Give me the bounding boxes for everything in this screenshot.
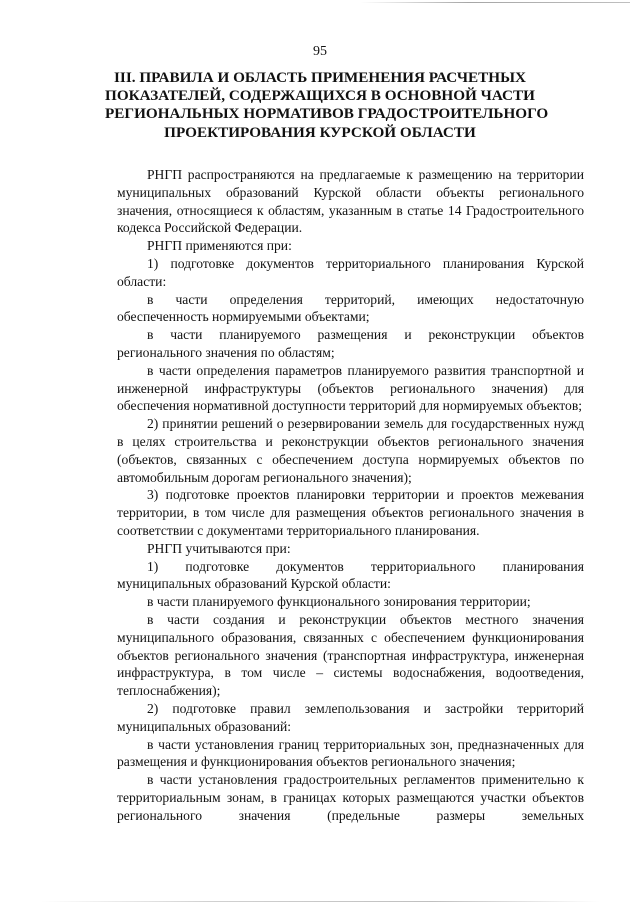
heading-line-4: ПРОЕКТИРОВАНИЯ КУРСКОЙ ОБЛАСТИ xyxy=(164,123,476,141)
paragraph-rngp-considered: РНГП учитываются при: xyxy=(147,540,291,556)
heading-line-1: III. ПРАВИЛА И ОБЛАСТЬ ПРИМЕНЕНИЯ РАСЧЕТНЫХ xyxy=(114,69,526,86)
sub-item-applied-1a: в части определения территорий, имеющих недостаточную обеспеченность нормируемыми объектами; xyxy=(117,291,584,325)
scan-edge-top xyxy=(360,2,630,3)
list-item-considered-2: 2) подготовке правил землепользования и застройки территорий муниципальных образований: xyxy=(117,700,584,734)
scan-edge-bottom xyxy=(40,901,600,902)
list-item-applied-2: 2) принятии решений о резервировании земель для государственных нужд в целях строительства и реконструкции объектов регионального значения (объектов, связанных с обеспечением доступа нормируемых объектов по автомобильным дорогам регионального значения); xyxy=(117,416,584,485)
section-heading xyxy=(105,69,549,142)
list-item-considered-1: 1) подготовке документов территориального планирования муниципальных образований Курской области: xyxy=(117,558,584,592)
heading-line-3: РЕГИОНАЛЬНЫХ НОРМАТИВОВ ГРАДОСТРОИТЕЛЬНОГО xyxy=(105,105,549,123)
paragraph-rngp-applied: РНГП применяются при: xyxy=(147,238,292,254)
sub-item-applied-1c: в части определения параметров планируемого развития транспортной и инженерной инфраструктуры (объектов регионального значения) для обеспечения нормативной доступности территорий для нормируемых объектов; xyxy=(117,362,584,414)
list-item-applied-3: 3) подготовке проектов планировки территории и проектов межевания территории, в том числе для размещения объектов регионального значения в соответствии с документами территориального планирования. xyxy=(117,487,584,538)
paragraph-rngp-scope: РНГП распространяются на предлагаемые к размещению на территории муниципальных образований Курской области объекты регионального значения, относящиеся к областям, указанным в статье 14 Градостроительного кодекса Российской Федерации. xyxy=(117,167,584,236)
body-text xyxy=(117,166,584,824)
heading-line-2: ПОКАЗАТЕЛЕЙ, СОДЕРЖАЩИХСЯ В ОСНОВНОЙ ЧАСТИ xyxy=(105,87,535,105)
page-number: 95 xyxy=(313,44,327,59)
sub-item-considered-1a: в части планируемого функционального зонирования территории; xyxy=(147,594,531,610)
sub-item-considered-2a: в части установления границ территориальных зон, предназначенных для размещения и функционирования объектов регионального значения; xyxy=(117,736,584,770)
list-item-applied-1: 1) подготовке документов территориального планирования Курской области: xyxy=(117,255,584,289)
sub-item-considered-1b: в части создания и реконструкции объектов местного значения муниципального образования, связанных с обеспечением функционирования объектов регионального значения (транспортная инфраструктура, инженерная инфраструктура, в том числе – системы водоснабжения, водоотведения, теплоснабжения); xyxy=(117,611,584,699)
sub-item-considered-2b: в части установления градостроительных регламентов применительно к территориальным зонам, в границах которых размещаются участки объектов регионального значения (предельные размеры земельных xyxy=(117,772,584,823)
sub-item-applied-1b: в части планируемого размещения и реконструкции объектов регионального значения по областям; xyxy=(117,327,584,360)
